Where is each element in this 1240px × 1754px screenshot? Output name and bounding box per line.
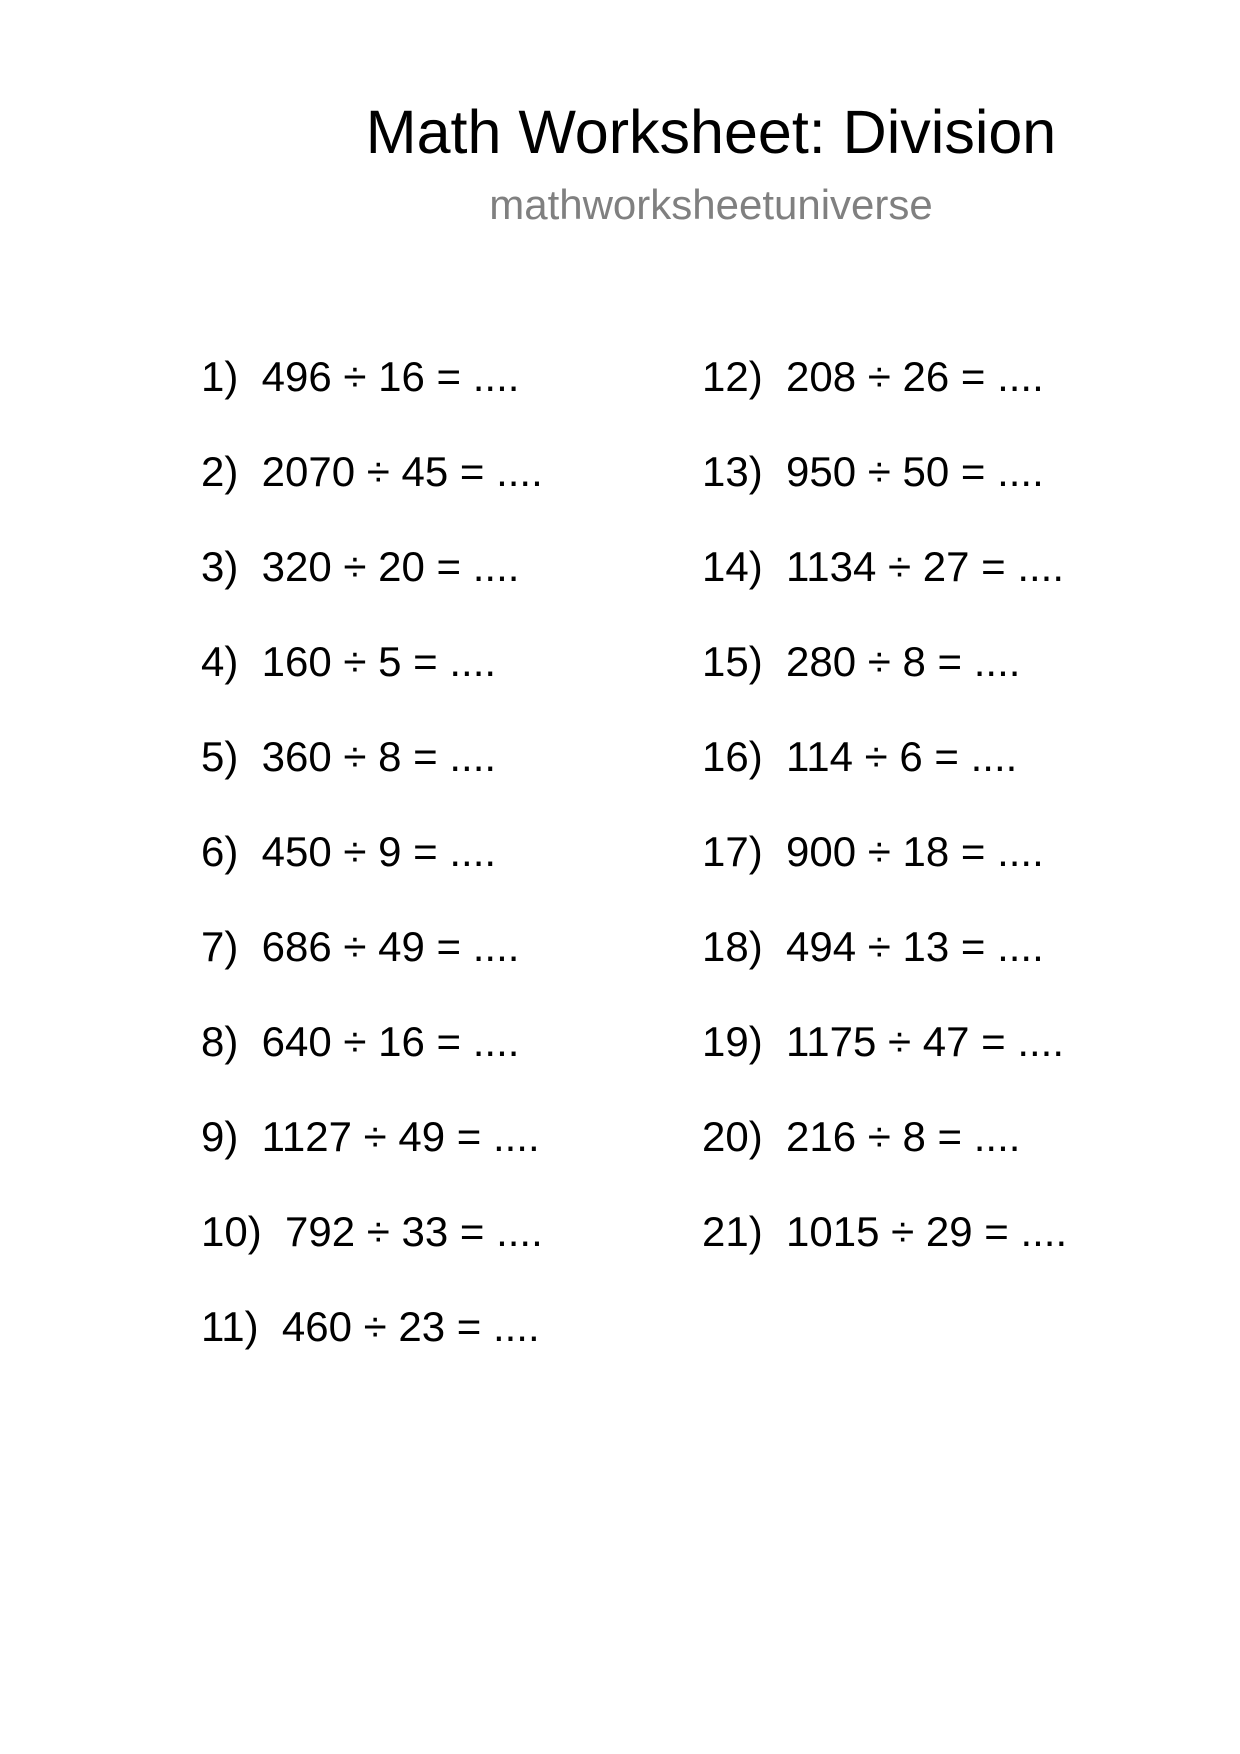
problem-15: 15) 280 ÷ 8 = ....	[702, 638, 1021, 685]
problem-17: 17) 900 ÷ 18 = ....	[702, 828, 1044, 875]
problem-4: 4) 160 ÷ 5 = ....	[201, 638, 497, 685]
problem-list-left	[201, 352, 543, 1397]
worksheet-title: Math Worksheet: Division	[365, 98, 1057, 166]
problem-12: 12) 208 ÷ 26 = ....	[702, 353, 1044, 400]
problem-19: 19) 1175 ÷ 47 = ....	[702, 1018, 1065, 1065]
problem-20: 20) 216 ÷ 8 = ....	[702, 1113, 1021, 1160]
problem-11: 11) 460 ÷ 23 = ....	[201, 1303, 540, 1350]
problem-14: 14) 1134 ÷ 27 = ....	[702, 543, 1065, 590]
problem-1: 1) 496 ÷ 16 = ....	[201, 353, 520, 400]
problem-5: 5) 360 ÷ 8 = ....	[201, 733, 497, 780]
problem-10: 10) 792 ÷ 33 = ....	[201, 1208, 543, 1255]
problem-16: 16) 114 ÷ 6 = ....	[702, 733, 1018, 780]
worksheet-subtitle: mathworksheetuniverse	[489, 181, 933, 228]
problem-21: 21) 1015 ÷ 29 = ....	[702, 1208, 1068, 1255]
problem-6: 6) 450 ÷ 9 = ....	[201, 828, 497, 875]
problem-3: 3) 320 ÷ 20 = ....	[201, 543, 520, 590]
problem-13: 13) 950 ÷ 50 = ....	[702, 448, 1044, 495]
problem-2: 2) 2070 ÷ 45 = ....	[201, 448, 543, 495]
problem-7: 7) 686 ÷ 49 = ....	[201, 923, 520, 970]
problem-9: 9) 1127 ÷ 49 = ....	[201, 1113, 540, 1160]
problem-18: 18) 494 ÷ 13 = ....	[702, 923, 1044, 970]
problem-8: 8) 640 ÷ 16 = ....	[201, 1018, 520, 1065]
problem-list-right	[702, 352, 1067, 1302]
